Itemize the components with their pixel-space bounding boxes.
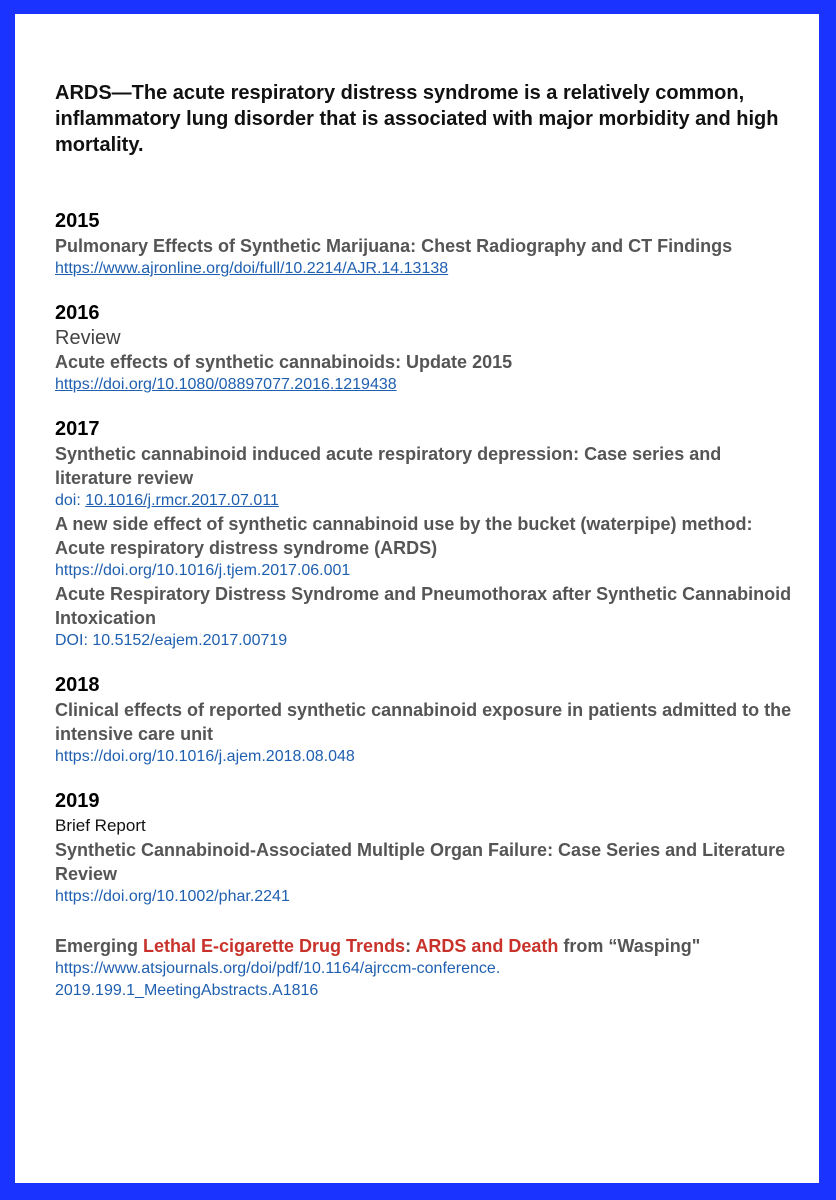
section-emerging xyxy=(55,934,795,1002)
year-heading: 2016 xyxy=(55,302,100,324)
year-heading: 2018 xyxy=(55,674,100,696)
article-title: Synthetic cannabinoid induced acute respiratory depression: Case series and literature review xyxy=(55,444,722,488)
title-highlight: ARDS and Death xyxy=(415,936,559,956)
article-link[interactable]: DOI: 10.5152/eajem.2017.00719 xyxy=(55,632,288,649)
title-part: : xyxy=(405,936,416,956)
year-heading: 2017 xyxy=(55,418,100,440)
article-title: Acute effects of synthetic cannabinoids: Update 2015 xyxy=(55,352,513,372)
article-link[interactable]: https://doi.org/10.1002/phar.2241 xyxy=(55,888,290,905)
doi-prefix: doi: xyxy=(55,492,86,509)
year-heading: 2015 xyxy=(55,210,100,232)
section-2019 xyxy=(55,788,795,908)
article-link[interactable]: https://doi.org/10.1016/j.ajem.2018.08.048 xyxy=(55,748,355,765)
intro-text: ARDS—The acute respiratory distress syndrome is a relatively common, inflammatory lung disorder that is associated with major morbidity and high mortality. xyxy=(55,82,779,156)
article-title: Synthetic Cannabinoid-Associated Multiple Organ Failure: Case Series and Literature Review xyxy=(55,840,786,884)
section-2017 xyxy=(55,416,795,652)
article-title: A new side effect of synthetic cannabinoid use by the bucket (waterpipe) method: Acute respiratory distress syndrome (ARDS) xyxy=(55,514,753,558)
article-type-label: Brief Report xyxy=(55,816,146,835)
title-part: from “Wasping" xyxy=(558,936,701,956)
link-line: 2019.199.1_MeetingAbstracts.A1816 xyxy=(55,982,319,999)
article-link[interactable]: 10.1016/j.rmcr.2017.07.011 xyxy=(85,492,279,509)
title-part: Emerging xyxy=(55,936,144,956)
article-title: Pulmonary Effects of Synthetic Marijuana: Chest Radiography and CT Findings xyxy=(55,236,733,256)
article-title: Acute Respiratory Distress Syndrome and Pneumothorax after Synthetic Cannabinoid Intoxication xyxy=(55,584,792,628)
article-doi-line xyxy=(55,490,795,512)
section-2015 xyxy=(55,208,795,280)
section-2018 xyxy=(55,672,795,768)
article-link[interactable] xyxy=(55,958,795,1002)
article-link[interactable]: https://www.ajronline.org/doi/full/10.2214/AJR.14.13138 xyxy=(55,260,449,277)
article-link[interactable]: https://doi.org/10.1080/08897077.2016.1219438 xyxy=(55,376,397,393)
article-title xyxy=(55,934,795,958)
document-content xyxy=(55,80,795,1022)
section-2016 xyxy=(55,300,795,396)
article-title: Clinical effects of reported synthetic cannabinoid exposure in patients admitted to the intensive care unit xyxy=(55,700,792,744)
document-card xyxy=(15,14,819,1183)
year-heading: 2019 xyxy=(55,790,100,812)
article-type-label: Review xyxy=(55,327,121,349)
link-line: https://www.atsjournals.org/doi/pdf/10.1164/ajrccm-conference. xyxy=(55,960,501,977)
article-link[interactable]: https://doi.org/10.1016/j.tjem.2017.06.001 xyxy=(55,562,351,579)
title-highlight: Lethal E-cigarette Drug Trends xyxy=(143,936,406,956)
